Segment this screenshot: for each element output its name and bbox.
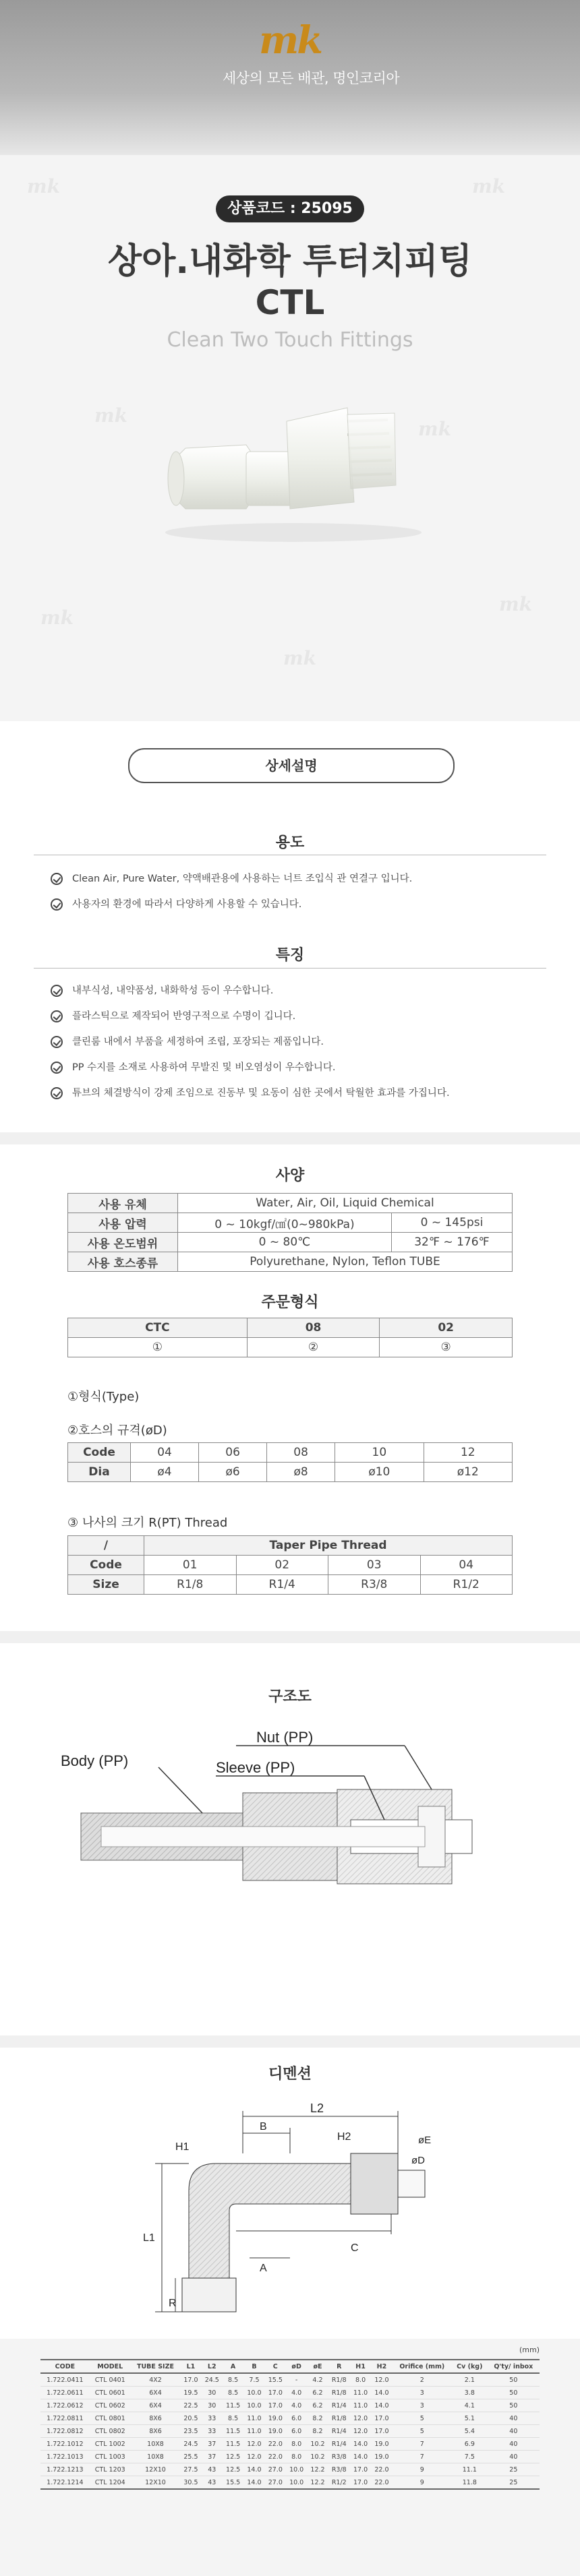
- table-cell: 9: [393, 2476, 452, 2490]
- table-cell: 3: [393, 2399, 452, 2412]
- table-cell: 7: [393, 2438, 452, 2451]
- table-cell: 8.0: [286, 2451, 307, 2463]
- table-cell: 12X10: [131, 2476, 181, 2490]
- dim-l2: L2: [310, 2102, 324, 2115]
- dimension-table: [40, 2359, 540, 2490]
- table-cell: 10.0: [243, 2387, 264, 2399]
- table-cell: 6.2: [307, 2399, 328, 2412]
- table-cell: 11.8: [452, 2476, 488, 2490]
- table-cell: 17.0: [265, 2399, 286, 2412]
- table-cell: 22.0: [265, 2438, 286, 2451]
- table-row: [40, 2438, 540, 2451]
- table-cell: 8.2: [307, 2412, 328, 2425]
- table-cell: 6X4: [131, 2399, 181, 2412]
- check-icon: [51, 1087, 63, 1099]
- table-row: [40, 2387, 540, 2399]
- feature-item: 내부식성, 내약품성, 내화학성 등이 우수합니다.: [51, 983, 273, 997]
- column-header: Orifice (mm): [393, 2360, 452, 2373]
- table-cell: 19.0: [371, 2451, 392, 2463]
- table-cell: 19.5: [180, 2387, 201, 2399]
- product-subtitle: Clean Two Touch Fittings: [167, 328, 413, 352]
- table-cell: 30: [202, 2399, 223, 2412]
- table-cell: R1/8: [328, 2412, 350, 2425]
- table-cell: 25: [488, 2476, 540, 2490]
- table-cell: 5: [393, 2425, 452, 2438]
- column-header: C: [265, 2360, 286, 2373]
- column-header: TUBE SIZE: [131, 2360, 181, 2373]
- sleeve-label: Sleeve (PP): [216, 1759, 295, 1776]
- structure-heading: 구조도: [268, 1688, 312, 1705]
- dim-od: øD: [411, 2155, 425, 2166]
- table-row: / Taper Pipe Thread: [68, 1536, 513, 1556]
- table-cell: 1.722.1012: [40, 2438, 90, 2451]
- table-cell: 12.2: [307, 2476, 328, 2490]
- table-cell: 2.1: [452, 2373, 488, 2387]
- table-row: CTC 08 02: [68, 1318, 513, 1338]
- table-cell: CTL 0801: [90, 2412, 131, 2425]
- hose-table: [67, 1442, 513, 1482]
- table-cell: CTL 1203: [90, 2463, 131, 2476]
- table-cell: R1/4: [328, 2399, 350, 2412]
- table-cell: 22.0: [371, 2463, 392, 2476]
- feature-item: PP 수지를 소재로 사용하여 무발진 및 비오염성이 우수합니다.: [51, 1060, 336, 1074]
- structure-diagram: [40, 1712, 540, 1901]
- table-cell: R3/8: [328, 2463, 350, 2476]
- table-cell: 40: [488, 2425, 540, 2438]
- table-cell: 27.5: [180, 2463, 201, 2476]
- table-cell: 10.0: [286, 2476, 307, 2490]
- table-cell: 8X6: [131, 2412, 181, 2425]
- table-cell: CTL 1204: [90, 2476, 131, 2490]
- table-cell: 37: [202, 2451, 223, 2463]
- dim-e: øE: [418, 2135, 432, 2146]
- table-cell: R1/8: [328, 2373, 350, 2387]
- table-cell: 12.0: [243, 2438, 264, 2451]
- section-separator: [0, 1132, 580, 1144]
- table-cell: 22.5: [180, 2399, 201, 2412]
- table-cell: 11.5: [223, 2438, 243, 2451]
- table-row: 사용 유체 Water, Air, Oil, Liquid Chemical: [68, 1194, 513, 1213]
- check-icon: [51, 1036, 63, 1048]
- column-header: R: [328, 2360, 350, 2373]
- table-cell: 1.722.0611: [40, 2387, 90, 2399]
- table-cell: 11.0: [350, 2399, 371, 2412]
- column-header: øD: [286, 2360, 307, 2373]
- table-cell: 22.0: [371, 2476, 392, 2490]
- table-row: Code 01 02 03 04: [68, 1556, 513, 1575]
- table-row: [40, 2399, 540, 2412]
- table-cell: 17.0: [350, 2463, 371, 2476]
- column-header: Cv (kg): [452, 2360, 488, 2373]
- table-row: Size R1/8 R1/4 R3/8 R1/2: [68, 1575, 513, 1595]
- type-label: ①형식(Type): [67, 1390, 140, 1404]
- table-cell: 4.2: [307, 2373, 328, 2387]
- table-cell: 43: [202, 2463, 223, 2476]
- table-cell: 11.0: [243, 2425, 264, 2438]
- table-cell: 40: [488, 2412, 540, 2425]
- table-row: 사용 압력 0 ~ 10kgf/㎠(0~980kPa) 0 ~ 145psi: [68, 1213, 513, 1233]
- table-cell: 11.1: [452, 2463, 488, 2476]
- table-cell: 9: [393, 2463, 452, 2476]
- feature-item: 튜브의 체결방식이 강제 조임으로 진동부 및 요동이 심한 곳에서 탁월한 효과를 가집니다.: [51, 1085, 450, 1099]
- table-cell: 27.0: [265, 2463, 286, 2476]
- table-cell: 14.0: [243, 2463, 264, 2476]
- table-cell: 19.0: [371, 2438, 392, 2451]
- hero-section: mk mk mk mk mk mk mk mk 세상의 모든 배관, 명인코리아 상품코드 : 25095 상아.내화학 투터치피팅 CTL Clean Two Touch Fittings: [0, 0, 580, 721]
- table-cell: 14.0: [371, 2387, 392, 2399]
- table-cell: 12.5: [223, 2463, 243, 2476]
- brand-logo: [223, 18, 400, 88]
- dim-a: A: [260, 2263, 267, 2274]
- dim-h1: H1: [175, 2141, 190, 2153]
- table-cell: 12.0: [350, 2412, 371, 2425]
- table-cell: 1.722.1213: [40, 2463, 90, 2476]
- dimension-heading: 디멘션: [268, 2066, 312, 2083]
- order-form-heading: 주문형식: [261, 1294, 319, 1311]
- table-cell: 33: [202, 2425, 223, 2438]
- feature-item: 플라스틱으로 제작되어 반영구적으로 수명이 깁니다.: [51, 1008, 295, 1022]
- table-cell: 50: [488, 2387, 540, 2399]
- table-row: Code 04 06 08 10 12: [68, 1443, 513, 1463]
- column-header: A: [223, 2360, 243, 2373]
- section-separator: [0, 2035, 580, 2048]
- usage-heading: 용도: [275, 834, 305, 851]
- product-model: CTL: [255, 283, 325, 322]
- nut-label: Nut (PP): [256, 1729, 314, 1746]
- table-header-row: [40, 2360, 540, 2373]
- column-header: øE: [307, 2360, 328, 2373]
- table-cell: 40: [488, 2438, 540, 2451]
- table-cell: 2: [393, 2373, 452, 2387]
- table-cell: 24.5: [202, 2373, 223, 2387]
- table-cell: 25.5: [180, 2451, 201, 2463]
- table-cell: 11.5: [223, 2399, 243, 2412]
- table-cell: 8.5: [223, 2387, 243, 2399]
- table-cell: 4.0: [286, 2399, 307, 2412]
- table-cell: 17.0: [180, 2373, 201, 2387]
- table-cell: R1/4: [328, 2425, 350, 2438]
- body-label: Body (PP): [61, 1752, 129, 1769]
- table-row: Dia ø4 ø6 ø8 ø10 ø12: [68, 1463, 513, 1482]
- table-cell: 6.2: [307, 2387, 328, 2399]
- dimension-drawing: [135, 2089, 432, 2319]
- table-cell: 4.1: [452, 2399, 488, 2412]
- dim-r: R: [169, 2298, 177, 2309]
- check-icon: [51, 985, 63, 997]
- table-cell: 10X8: [131, 2438, 181, 2451]
- table-cell: 10.0: [286, 2463, 307, 2476]
- table-row: [40, 2476, 540, 2490]
- table-cell: 11.0: [243, 2412, 264, 2425]
- table-cell: CTL 0602: [90, 2399, 131, 2412]
- table-cell: 20.5: [180, 2412, 201, 2425]
- table-cell: 19.0: [265, 2412, 286, 2425]
- table-cell: 6.0: [286, 2412, 307, 2425]
- table-cell: 17.0: [371, 2425, 392, 2438]
- table-cell: 50: [488, 2373, 540, 2387]
- feature-item: 클린룸 내에서 부품을 세정하여 조립, 포장되는 제품입니다.: [51, 1034, 324, 1048]
- table-cell: CTL 0401: [90, 2373, 131, 2387]
- column-header: L1: [180, 2360, 201, 2373]
- table-cell: 15.5: [265, 2373, 286, 2387]
- table-cell: 1.722.0411: [40, 2373, 90, 2387]
- thread-label: ③ 나사의 크기 R(PT) Thread: [67, 1516, 228, 1530]
- table-cell: 43: [202, 2476, 223, 2490]
- table-cell: 1.722.0812: [40, 2425, 90, 2438]
- table-cell: 7.5: [452, 2451, 488, 2463]
- table-cell: 27.0: [265, 2476, 286, 2490]
- table-cell: 12.0: [243, 2451, 264, 2463]
- table-cell: CTL 1002: [90, 2438, 131, 2451]
- table-cell: R1/2: [328, 2476, 350, 2490]
- column-header: MODEL: [90, 2360, 131, 2373]
- divider: [34, 968, 546, 969]
- product-code-badge: 상품코드 : 25095: [216, 195, 364, 222]
- table-row: ① ② ③: [68, 1338, 513, 1357]
- brand-tagline: 세상의 모든 배관, 명인코리아: [223, 70, 400, 86]
- table-cell: 6.9: [452, 2438, 488, 2451]
- table-row: [40, 2451, 540, 2463]
- table-cell: 8.0: [286, 2438, 307, 2451]
- table-cell: 15.5: [223, 2476, 243, 2490]
- table-cell: 30: [202, 2387, 223, 2399]
- table-cell: R3/8: [328, 2451, 350, 2463]
- table-row: [40, 2373, 540, 2387]
- table-cell: R1/8: [328, 2387, 350, 2399]
- section-separator: [0, 1631, 580, 1643]
- dim-l1: L1: [143, 2232, 155, 2244]
- order-form-table: [67, 1318, 513, 1357]
- table-cell: 14.0: [350, 2451, 371, 2463]
- table-cell: 5: [393, 2412, 452, 2425]
- column-header: Q'ty/ inbox: [488, 2360, 540, 2373]
- check-icon: [51, 1062, 63, 1074]
- table-cell: 11.5: [223, 2425, 243, 2438]
- product-title: 상아.내화학 투터치피팅: [107, 241, 473, 282]
- table-cell: 12X10: [131, 2463, 181, 2476]
- logo-text: mk: [258, 18, 322, 63]
- table-cell: 1.722.1214: [40, 2476, 90, 2490]
- thread-table: [67, 1535, 513, 1595]
- column-header: L2: [202, 2360, 223, 2373]
- table-row: 사용 온도범위 0 ~ 80℃ 32℉ ~ 176℉: [68, 1233, 513, 1252]
- detail-section-label: 상세설명: [128, 748, 455, 783]
- table-cell: 17.0: [371, 2412, 392, 2425]
- table-cell: 1.722.0612: [40, 2399, 90, 2412]
- table-cell: 5.1: [452, 2412, 488, 2425]
- table-cell: 8.5: [223, 2412, 243, 2425]
- table-cell: 14.0: [350, 2438, 371, 2451]
- dim-h2: H2: [337, 2131, 351, 2143]
- table-cell: 25: [488, 2463, 540, 2476]
- features-heading: 특징: [275, 947, 305, 964]
- check-icon: [51, 873, 63, 885]
- table-row: [40, 2463, 540, 2476]
- table-cell: 22.0: [265, 2451, 286, 2463]
- table-cell: 17.0: [265, 2387, 286, 2399]
- table-cell: 11.0: [350, 2387, 371, 2399]
- table-cell: 4X2: [131, 2373, 181, 2387]
- table-cell: 12.0: [350, 2425, 371, 2438]
- table-cell: 7: [393, 2451, 452, 2463]
- table-cell: 24.5: [180, 2438, 201, 2451]
- check-icon: [51, 1010, 63, 1022]
- spec-table: [67, 1193, 513, 1272]
- table-cell: 5.4: [452, 2425, 488, 2438]
- usage-item: 사용자의 환경에 따라서 다양하게 사용할 수 있습니다.: [51, 896, 301, 911]
- table-cell: 19.0: [265, 2425, 286, 2438]
- table-cell: 1.722.1013: [40, 2451, 90, 2463]
- table-cell: 3: [393, 2387, 452, 2399]
- table-cell: 33: [202, 2412, 223, 2425]
- table-cell: 14.0: [371, 2399, 392, 2412]
- table-cell: 7.5: [243, 2373, 264, 2387]
- table-cell: 8.0: [350, 2373, 371, 2387]
- table-cell: 3.8: [452, 2387, 488, 2399]
- table-cell: 10.2: [307, 2438, 328, 2451]
- hose-label: ②호스의 규격(øD): [67, 1423, 167, 1438]
- table-cell: R1/4: [328, 2438, 350, 2451]
- table-row: 사용 호스종류 Polyurethane, Nylon, Teflon TUBE: [68, 1252, 513, 1272]
- dim-b: B: [260, 2121, 267, 2133]
- dim-c: C: [351, 2242, 359, 2254]
- table-cell: 8.2: [307, 2425, 328, 2438]
- table-cell: 23.5: [180, 2425, 201, 2438]
- table-cell: 10X8: [131, 2451, 181, 2463]
- column-header: H2: [371, 2360, 392, 2373]
- table-cell: 14.0: [243, 2476, 264, 2490]
- table-cell: 12.0: [371, 2373, 392, 2387]
- table-cell: -: [286, 2373, 307, 2387]
- product-image: [145, 381, 435, 549]
- usage-item: Clean Air, Pure Water, 약액배관용에 사용하는 너트 조입식 관 연결구 입니다.: [51, 871, 412, 885]
- table-cell: CTL 0601: [90, 2387, 131, 2399]
- column-header: CODE: [40, 2360, 90, 2373]
- check-icon: [51, 898, 63, 911]
- table-cell: 6.0: [286, 2425, 307, 2438]
- spec-heading: 사양: [275, 1167, 305, 1184]
- unit-label: (mm): [519, 2345, 540, 2354]
- table-row: [40, 2412, 540, 2425]
- table-cell: 17.0: [350, 2476, 371, 2490]
- table-cell: 8.5: [223, 2373, 243, 2387]
- table-cell: 10.2: [307, 2451, 328, 2463]
- table-cell: 37: [202, 2438, 223, 2451]
- table-cell: 4.0: [286, 2387, 307, 2399]
- table-cell: CTL 1003: [90, 2451, 131, 2463]
- table-cell: 10.0: [243, 2399, 264, 2412]
- table-cell: 40: [488, 2451, 540, 2463]
- table-cell: 8X6: [131, 2425, 181, 2438]
- table-cell: 12.5: [223, 2451, 243, 2463]
- table-cell: CTL 0802: [90, 2425, 131, 2438]
- table-cell: 6X4: [131, 2387, 181, 2399]
- table-cell: 12.2: [307, 2463, 328, 2476]
- column-header: H1: [350, 2360, 371, 2373]
- table-cell: 30.5: [180, 2476, 201, 2490]
- column-header: B: [243, 2360, 264, 2373]
- table-cell: 1.722.0811: [40, 2412, 90, 2425]
- table-cell: 50: [488, 2399, 540, 2412]
- table-row: [40, 2425, 540, 2438]
